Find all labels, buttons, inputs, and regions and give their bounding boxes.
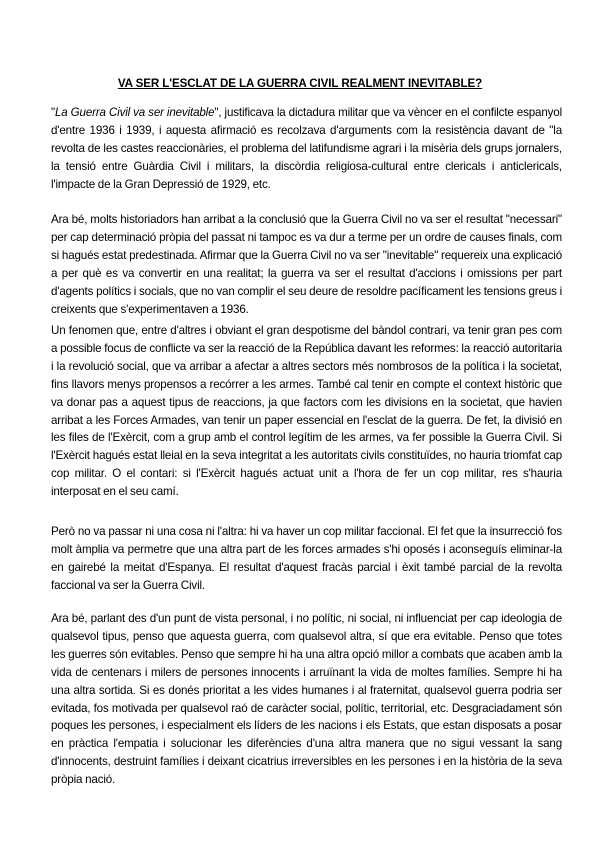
document-title: VA SER L'ESCLAT DE LA GUERRA CIVIL REALMENT INEVITABLE? <box>117 77 483 90</box>
quote-open: " <box>51 106 55 119</box>
paragraph-2: Ara bé, molts historiadors han arribat a la conclusió que la Guerra Civil no va ser el resultat "necessari" per cap determinació pròpia del passat ni tampoc es va dur a terme per un ordre de causes finals, com si hagués estat predestinada. Afirmar que la Guerra Civil no va ser "inevitable" requereix una explicació a per què es va convertir en una realitat; la guerra va ser el resultat d'accions i omissions per part d'agents polítics i socials, que no van complir el seu deure de resoldre pacíficament les tensions greus i creixents que s'experimentaven a 1936. <box>51 213 562 316</box>
paragraph-3: Un fenomen que, entre d'altres i obviant el gran despotisme del bàndol contrari, va tenir gran pes com a possible focus de conflicte va ser la reacció de la República davant les reformes: la reacció autoritaria i la revolució social, que va arribar a afectar a altres sectors més nombrosos de la política i la societat, fins llavors menys propensos a recórrer a les armes. També cal tenir en compte el context històric que va donar pas a aquest tipus de reaccions, ja que factors com les divisions en la societat, que havien arribat a les Forces Armades, van tenir un paper essencial en l'esclat de la guerra. De fet, la divisió en les files de l'Exèrcit, com a grup amb el control legítim de les armes, va fer possible la Guerra Civil. Si l'Exèrcit hagués estat lleial en la seva integritat a les autoritats civils constituïdes, no hauria triomfat cap cop militar. O el contari: si l'Exèrcit hagués actuat unit a l'hora de fer un cop militar, res s'hauria interposat en el seu camí. <box>51 324 562 499</box>
quoted-phrase: La Guerra Civil va ser inevitable <box>54 106 215 119</box>
paragraph-1-text: ", justificava la dictadura militar que va vèncer en el confilcte espanyol d'entre 1936 i 1939, i aquesta afirmació es recolzava d'arguments com la resistència davant de "la revolta de les castes reaccionàries, el problema del latifundisme agrari i la misèria dels grups jornalers, la tensió entre Guàrdia Civil i militars, la discòrdia religiosa-cultural entre clericals i anticlericals, l'impacte de la Gran Depressió de 1929, etc. <box>51 106 562 191</box>
paragraph-4: Però no va passar ni una cosa ni l'altra: hi va haver un cop militar faccional. El fet que la insurrecció fos molt àmplia va permetre que una altra part de les forces armades s'hi oposés i aconseguís eliminar-la en gairebé la meitat d'Espanya. El resultat d'aquest fracàs parcial i èxit també parcial de la revolta faccional va ser la Guerra Civil. <box>51 525 562 592</box>
paragraph-1 <box>51 104 562 194</box>
paragraph-5: Ara bé, parlant des d'un punt de vista personal, i no polític, ni social, ni influenciat per cap ideologia de qualsevol tipus, penso que aquesta guerra, com qualsevol altra, sí que era evitable. Penso que totes les guerres són evitables. Penso que sempre hi ha una altra opció millor a combats que acaben amb la vida de centenars i milers de persones innocents i arruïnant la vida de moltes famílies. Sempre hi ha una altra sortida. Si es donés prioritat a les vides humanes i al fraternitat, qualsevol guerra podria ser evitada, fos motivada per qualsevol raó de caràcter social, polític, territorial, etc. Desgraciadament són poques les persones, i especialment els líders de les nacions i els Estats, que estan disposats a posar en pràctica l'empatia i solucionar les diferències d'una altra manera que no sigui vessant la sang d'innocents, destruint famílies i deixant cicatrius irreversibles en les persones i en la història de la seva pròpia nació. <box>51 612 562 787</box>
